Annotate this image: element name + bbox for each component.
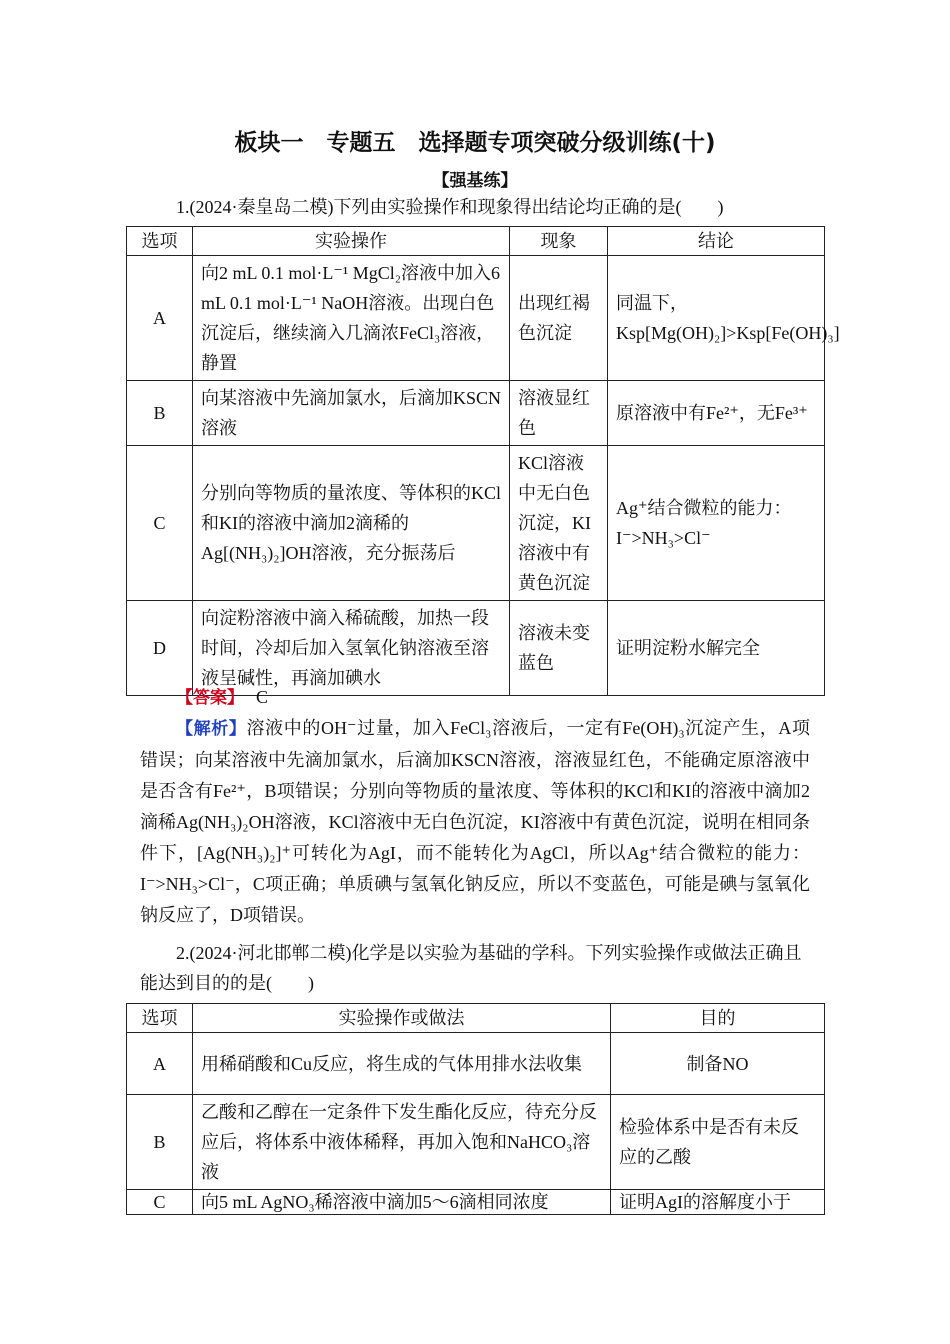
row-phenomenon: 溶液显红色 — [510, 381, 608, 446]
header-operation: 实验操作 — [193, 227, 510, 256]
answer-label: 【答案】 — [176, 688, 244, 708]
row-operation: 乙酸和乙醇在一定条件下发生酯化反应，待充分反应后，将体系中液体稀释，再加入饱和NaHCO₃溶液 — [193, 1095, 611, 1190]
row-operation: 用稀硝酸和Cu反应，将生成的气体用排水法收集 — [193, 1033, 611, 1095]
row-option: D — [127, 601, 193, 696]
row-option: A — [127, 1033, 193, 1095]
header-option: 选项 — [127, 1004, 193, 1033]
table-row — [127, 1190, 825, 1215]
row-purpose: 检验体系中是否有未反应的乙酸 — [611, 1095, 825, 1190]
header-phenomenon: 现象 — [510, 227, 608, 256]
answer-value: C — [256, 687, 269, 707]
row-option: A — [127, 256, 193, 381]
header-operation: 实验操作或做法 — [193, 1004, 611, 1033]
analysis-text: 溶液中的OH⁻过量，加入FeCl₃溶液后，一定有Fe(OH)₃沉淀产生，A项错误；向某溶液中先滴加氯水，后滴加KSCN溶液，溶液显红色，不能确定原溶液中是否含有Fe²⁺，B项错误；分别向等物质的量浓度、等体积的KCl和KI的溶液中滴加2滴稀Ag(NH₃)₂OH溶液，KCl溶液中无白色沉淀，KI溶液中有黄色沉淀，说明在相同条件下，[Ag(NH₃)₂]⁺可转化为AgI，而不能转化为AgCl，所以Ag⁺结合微粒的能力：I⁻>NH₃>Cl⁻，C项正确；单质碘与氢氧化钠反应，所以不变蓝色，可能是碘与氢氧化钠反应了，D项错误。 — [140, 718, 811, 925]
row-operation: 向5 mL AgNO₃稀溶液中滴加5～6滴相同浓度 — [193, 1190, 611, 1215]
analysis-label: 【解析】 — [176, 719, 247, 739]
row-option: C — [127, 446, 193, 601]
row-operation: 向2 mL 0.1 mol·L⁻¹ MgCl₂溶液中加入6 mL 0.1 mol·L⁻¹ NaOH溶液。出现白色沉淀后，继续滴入几滴浓FeCl₃溶液，静置 — [193, 256, 510, 381]
row-purpose: 制备NO — [611, 1033, 825, 1095]
table-row — [127, 381, 825, 446]
section-tag: 【强基练】 — [432, 171, 518, 191]
row-option: C — [127, 1190, 193, 1215]
table-header-row — [127, 1004, 825, 1033]
row-conclusion: 同温下，Ksp[Mg(OH)₂]>Ksp[Fe(OH)₃] — [608, 256, 825, 381]
table-row — [127, 1033, 825, 1095]
table-row — [127, 446, 825, 601]
question-2-stem: 2.(2024·河北邯郸二模)化学是以实验为基础的学科。下列实验操作或做法正确且能达到目的的是( ) — [140, 943, 802, 993]
row-operation: 向某溶液中先滴加氯水，后滴加KSCN溶液 — [193, 381, 510, 446]
question-2-table — [126, 1003, 825, 1215]
row-phenomenon: 出现红褐色沉淀 — [510, 256, 608, 381]
row-phenomenon: 溶液未变蓝色 — [510, 601, 608, 696]
table-row — [127, 601, 825, 696]
header-option: 选项 — [127, 227, 193, 256]
page-title: 板块一 专题五 选择题专项突破分级训练(十) — [234, 130, 716, 156]
row-conclusion: Ag⁺结合微粒的能力：I⁻>NH₃>Cl⁻ — [608, 446, 825, 601]
table-row — [127, 1095, 825, 1190]
row-operation: 分别向等物质的量浓度、等体积的KCl和KI的溶液中滴加2滴稀的Ag[(NH₃)₂]OH溶液，充分振荡后 — [193, 446, 510, 601]
answer-line — [176, 684, 268, 711]
row-conclusion: 原溶液中有Fe²⁺，无Fe³⁺ — [608, 381, 825, 446]
row-phenomenon: KCl溶液中无白色沉淀，KI溶液中有黄色沉淀 — [510, 446, 608, 601]
row-purpose: 证明AgI的溶解度小于 — [611, 1190, 825, 1215]
row-option: B — [127, 1095, 193, 1190]
analysis-paragraph — [140, 713, 810, 931]
row-conclusion: 证明淀粉水解完全 — [608, 601, 825, 696]
header-purpose: 目的 — [611, 1004, 825, 1033]
question-1-table — [126, 226, 840, 696]
row-option: B — [127, 381, 193, 446]
row-operation: 向淀粉溶液中滴入稀硫酸，加热一段时间，冷却后加入氢氧化钠溶液至溶液呈碱性，再滴加碘水 — [193, 601, 510, 696]
table-header-row — [127, 227, 825, 256]
question-1-stem: 1.(2024·秦皇岛二模)下列由实验操作和现象得出结论均正确的是( ) — [176, 197, 724, 217]
table-row — [127, 256, 825, 381]
header-conclusion: 结论 — [608, 227, 825, 256]
